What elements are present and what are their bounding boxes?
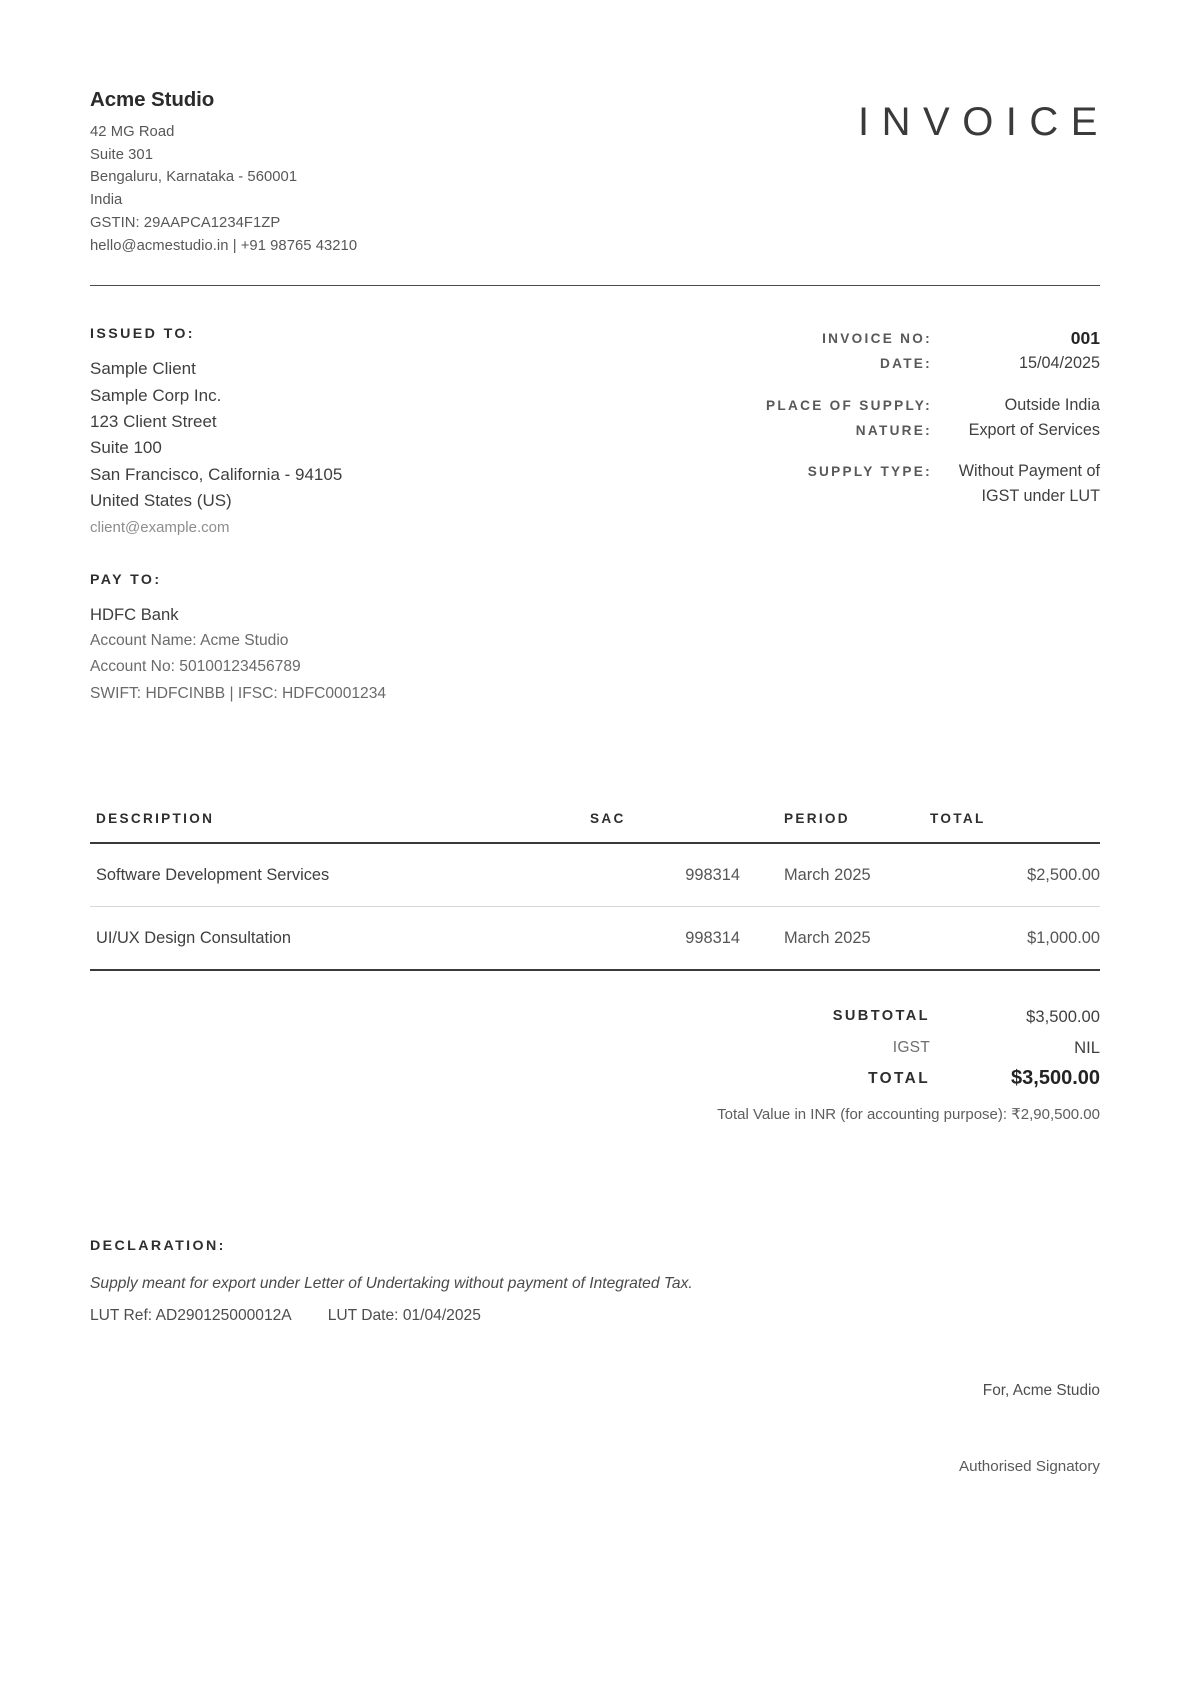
header-divider	[90, 285, 1100, 286]
line-items-body	[90, 843, 1100, 970]
totals-section	[90, 1001, 1100, 1094]
invoice-details-block	[670, 326, 1100, 707]
date-value: 15/04/2025	[1018, 354, 1100, 373]
issued-to-block	[90, 326, 590, 707]
line-items-header	[90, 811, 1100, 843]
company-address-line: India	[90, 192, 123, 209]
authorised-signatory-label: Authorised Signatory	[959, 1458, 1100, 1475]
total-label: TOTAL	[868, 1069, 930, 1087]
header-sac: SAC	[590, 810, 626, 826]
declaration-block	[90, 1238, 890, 1329]
declaration-label: DECLARATION:	[90, 1238, 226, 1254]
client-address-line: Suite 100	[90, 438, 162, 458]
table-row	[90, 906, 1100, 970]
declaration-statement: Supply meant for export under Letter of Undertaking without payment of Integrated Tax.	[90, 1275, 693, 1292]
client-email: client@example.com	[90, 518, 230, 536]
company-name: Acme Studio	[90, 88, 215, 111]
declaration-lut-line	[90, 1303, 890, 1329]
date-row	[670, 351, 1100, 376]
lut-date: LUT Date: 01/04/2025	[327, 1307, 481, 1324]
company-gstin: GSTIN: 29AAPCA1234F1ZP	[90, 214, 281, 231]
invoice-title: INVOICE	[858, 100, 1110, 144]
igst-label: IGST	[892, 1038, 930, 1056]
invoice-details-table	[670, 326, 1100, 509]
row-description: UI/UX Design Consultation	[90, 906, 590, 970]
bank-swift-ifsc: SWIFT: HDFCINBB | IFSC: HDFC0001234	[90, 684, 387, 702]
invoice-meta-section	[90, 326, 1100, 707]
client-address-line: 123 Client Street	[90, 412, 217, 432]
table-header-row	[90, 811, 1100, 843]
bank-account-number: Account No: 50100123456789	[90, 658, 301, 676]
row-description: Software Development Services	[90, 843, 590, 907]
nature-row	[670, 418, 1100, 443]
row-sac: 998314	[590, 843, 740, 907]
row-total: $2,500.00	[930, 843, 1100, 907]
header-period: PERIOD	[784, 810, 850, 826]
client-company: Sample Corp Inc.	[90, 385, 222, 405]
row-period: March 2025	[740, 906, 930, 970]
row-period: March 2025	[740, 843, 930, 907]
place-of-supply-row	[670, 377, 1100, 418]
igst-row	[833, 1032, 1100, 1063]
subtotal-value: $3,500.00	[1026, 1006, 1100, 1026]
nature-label: NATURE:	[855, 422, 932, 438]
company-address-line: 42 MG Road	[90, 124, 175, 140]
company-info	[90, 88, 357, 257]
invoice-no-value: 001	[1070, 328, 1100, 349]
place-of-supply-value: Outside India	[1004, 395, 1100, 414]
table-row	[90, 843, 1100, 907]
row-total: $1,000.00	[930, 906, 1100, 970]
date-label: DATE:	[879, 356, 932, 372]
nature-value: Export of Services	[968, 420, 1100, 439]
header-description: DESCRIPTION	[96, 810, 215, 826]
client-country: United States (US)	[90, 491, 232, 511]
supply-type-value: Without Payment of IGST under LUT	[958, 462, 1100, 506]
lut-ref: LUT Ref: AD290125000012A	[90, 1307, 292, 1324]
bank-account-name: Account Name: Acme Studio	[90, 631, 289, 649]
place-of-supply-label: PLACE OF SUPPLY:	[766, 397, 932, 413]
invoice-no-row	[670, 326, 1100, 351]
invoice-no-label: INVOICE NO:	[822, 331, 932, 347]
header-total: TOTAL	[930, 810, 986, 826]
company-address-line: Bengaluru, Karnataka - 560001	[90, 169, 298, 186]
pay-to-block	[90, 572, 590, 707]
total-value: $3,500.00	[1011, 1066, 1100, 1089]
client-name: Sample Client	[90, 359, 196, 379]
inr-value-note: Total Value in INR (for accounting purpose): ₹2,90,500.00	[717, 1105, 1100, 1123]
subtotal-row	[833, 1001, 1100, 1032]
igst-value: NIL	[1074, 1037, 1100, 1057]
signature-for-line: For, Acme Studio	[982, 1382, 1100, 1399]
company-contact: hello@acmestudio.in | +91 98765 43210	[90, 237, 358, 254]
subtotal-label: SUBTOTAL	[832, 1007, 930, 1024]
row-sac: 998314	[590, 906, 740, 970]
pay-to-label: PAY TO:	[90, 571, 162, 588]
invoice-header	[90, 88, 1110, 279]
issued-to-label: ISSUED TO:	[90, 326, 195, 343]
grand-total-row	[833, 1063, 1100, 1094]
client-address-line: San Francisco, California - 94105	[90, 464, 343, 484]
supply-type-row	[670, 443, 1100, 509]
supply-type-label: SUPPLY TYPE:	[807, 464, 932, 480]
totals-table	[833, 1001, 1100, 1094]
line-items-table	[90, 811, 1100, 971]
company-address-line: Suite 301	[90, 146, 153, 163]
bank-name: HDFC Bank	[90, 604, 179, 624]
